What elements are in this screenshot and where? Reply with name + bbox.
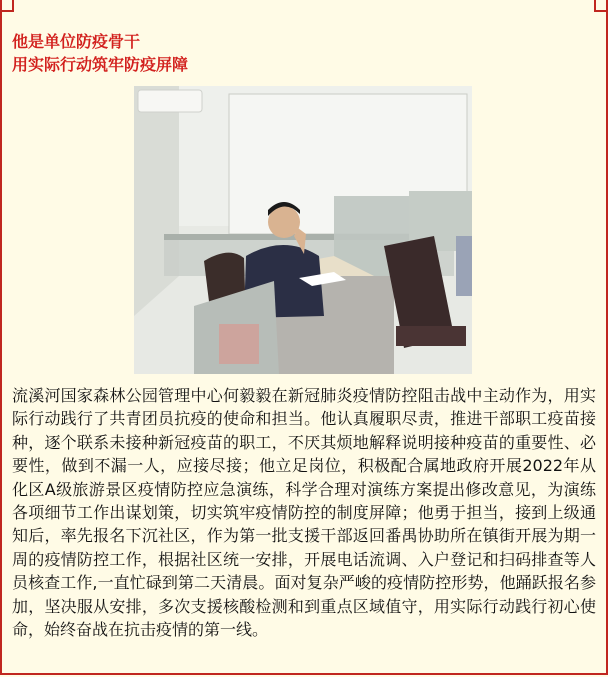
article-body: 流溪河国家森林公园管理中心何毅毅在新冠肺炎疫情防控阻击战中主动作为，用实际行动践行了共青团员抗疫的使命和担当。他认真履职尽责，推进干部职工疫苗接种，逐个联系未接种新冠疫苗的职工，不厌其烦地解释说明接种疫苗的重要性、必要性，做到不漏一人，应接尽接；他立足岗位，积极配合属地政府开展2022年从化区A级旅游景区疫情防控应急演练，科学合理对演练方案提出修改意见，为演练各项细节工作出谋划策，切实筑牢疫情防控的制度屏障；他勇于担当，接到上级通知后，率先报名下沉社区，作为第一批支援干部返回番禺协助所在镇街开展为期一周的疫情防控工作，根据社区统一安排，开展电话流调、入户登记和扫码排查等人员核查工作,一直忙碌到第二天清晨。面对复杂严峻的疫情防控形势，他踊跃报名参加，坚决服从安排，多次支援核酸检测和到重点区域值守，用实际行动践行初心使命，始终奋战在抗击疫情的第一线。	[12, 386, 596, 640]
frame-corner-left	[0, 0, 14, 12]
frame-corner-right	[594, 0, 608, 12]
headline-line-1: 他是单位防疫骨干	[12, 32, 141, 51]
headline-line-2: 用实际行动筑牢防疫屏障	[12, 55, 189, 74]
article-photo	[134, 86, 472, 374]
office-photo-illustration	[134, 86, 472, 374]
article-headline	[12, 30, 188, 76]
